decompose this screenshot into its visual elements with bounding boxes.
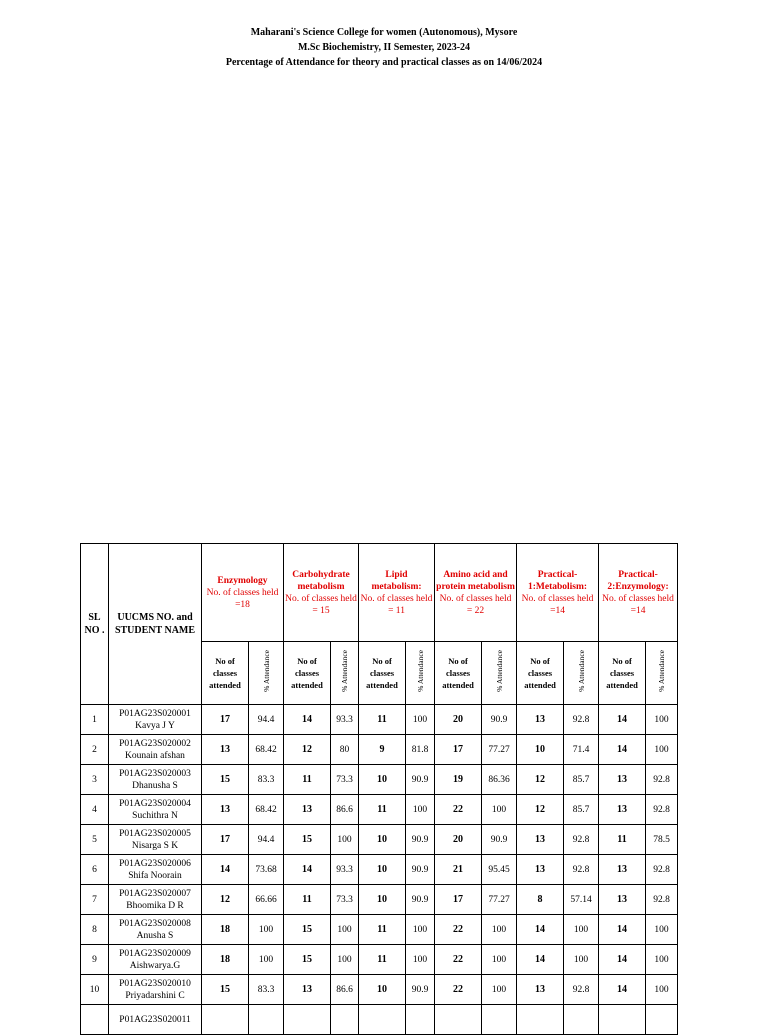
subject-title: Practical-1:Metabolism:: [527, 569, 588, 592]
classes-attended-cell: 10: [359, 975, 406, 1005]
percent-attendance-cell: 73.3: [331, 765, 359, 795]
percent-attendance-cell: 71.4: [564, 735, 599, 765]
uucms-number: P01AG23S020005: [119, 828, 191, 839]
classes-attended-cell: 15: [202, 765, 249, 795]
student-name: Bhoomika D R: [126, 900, 184, 911]
student-name: Aishwarya.G: [129, 960, 181, 971]
percent-attendance-cell: [331, 1005, 359, 1035]
classes-attended-cell: 13: [202, 735, 249, 765]
percent-attendance-cell: [482, 1005, 517, 1035]
table-row: [81, 795, 678, 825]
percent-attendance-cell: 100: [249, 915, 284, 945]
header-percent-attendance: [564, 642, 599, 705]
percent-attendance-cell: 92.8: [564, 975, 599, 1005]
header-subject: [284, 544, 359, 642]
subject-classes-held: No. of classes held = 15: [285, 593, 357, 616]
classes-attended-cell: 19: [435, 765, 482, 795]
classes-attended-cell: 15: [202, 975, 249, 1005]
uucms-number: P01AG23S020010: [119, 978, 191, 989]
sl-no-cell: 9: [81, 945, 109, 975]
classes-attended-cell: 9: [359, 735, 406, 765]
header-subject: [202, 544, 284, 642]
header-student-name: UUCMS NO. and STUDENT NAME: [109, 544, 202, 705]
classes-attended-cell: 22: [435, 975, 482, 1005]
sl-no-cell: 2: [81, 735, 109, 765]
header-percent-attendance: [406, 642, 435, 705]
student-cell: [109, 705, 202, 735]
classes-attended-cell: 13: [517, 855, 564, 885]
subject-title: Lipid metabolism:: [371, 569, 422, 592]
percent-attendance-cell: 100: [249, 945, 284, 975]
classes-attended-cell: [284, 1005, 331, 1035]
percent-attendance-cell: 92.8: [646, 885, 678, 915]
percent-attendance-cell: 83.3: [249, 765, 284, 795]
student-cell: [109, 945, 202, 975]
percent-attendance-cell: 90.9: [406, 975, 435, 1005]
header-percent-label: % Attendance: [494, 650, 504, 693]
percent-attendance-cell: 100: [482, 975, 517, 1005]
student-name: Anusha S: [136, 930, 174, 941]
table-row: [81, 735, 678, 765]
course-title: M.Sc Biochemistry, II Semester, 2023-24: [297, 42, 471, 53]
uucms-number: P01AG23S020009: [119, 948, 191, 959]
classes-attended-cell: [359, 1005, 406, 1035]
header-percent-label: % Attendance: [657, 650, 667, 693]
classes-attended-cell: 22: [435, 945, 482, 975]
uucms-number: P01AG23S020003: [119, 768, 191, 779]
classes-attended-cell: 12: [517, 795, 564, 825]
percent-attendance-cell: 92.8: [646, 765, 678, 795]
report-title: Percentage of Attendance for theory and practical classes as on 14/06/2024: [225, 57, 543, 68]
percent-attendance-cell: 92.8: [564, 825, 599, 855]
student-name: Kavya J Y: [135, 720, 175, 731]
subject-title: Carbohydrate metabolism: [292, 569, 350, 592]
percent-attendance-cell: 100: [564, 945, 599, 975]
subject-classes-held: No. of classes held = 22: [439, 593, 512, 616]
header-percent-label: % Attendance: [576, 650, 586, 693]
classes-attended-cell: 14: [284, 855, 331, 885]
percent-attendance-cell: 100: [646, 975, 678, 1005]
classes-attended-cell: 11: [359, 915, 406, 945]
classes-attended-cell: 14: [517, 915, 564, 945]
table-row: [81, 915, 678, 945]
header-percent-attendance: [482, 642, 517, 705]
table-row: [81, 765, 678, 795]
percent-attendance-cell: 66.66: [249, 885, 284, 915]
student-cell: [109, 825, 202, 855]
classes-attended-cell: 15: [284, 915, 331, 945]
classes-attended-cell: 11: [359, 945, 406, 975]
classes-attended-cell: [517, 1005, 564, 1035]
header-percent-attendance: [331, 642, 359, 705]
table-row: [81, 1005, 678, 1035]
table-row: [81, 885, 678, 915]
percent-attendance-cell: 95.45: [482, 855, 517, 885]
header-subject: [435, 544, 517, 642]
classes-attended-cell: 20: [435, 705, 482, 735]
percent-attendance-cell: 90.9: [482, 825, 517, 855]
percent-attendance-cell: 100: [646, 915, 678, 945]
classes-attended-cell: 13: [599, 855, 646, 885]
classes-attended-cell: 14: [599, 945, 646, 975]
sl-no-cell: 3: [81, 765, 109, 795]
student-name: Dhanusha S: [132, 780, 178, 791]
classes-attended-cell: 11: [284, 885, 331, 915]
classes-attended-cell: 10: [517, 735, 564, 765]
sl-no-cell: 1: [81, 705, 109, 735]
percent-attendance-cell: [249, 1005, 284, 1035]
percent-attendance-cell: 92.8: [646, 855, 678, 885]
header-percent-label: % Attendance: [261, 650, 271, 693]
student-name: Shifa Noorain: [128, 870, 182, 881]
uucms-number: P01AG23S020008: [119, 918, 191, 929]
student-cell: [109, 885, 202, 915]
header-percent-label: % Attendance: [415, 650, 425, 693]
percent-attendance-cell: 100: [482, 915, 517, 945]
percent-attendance-cell: 100: [331, 915, 359, 945]
student-cell: [109, 795, 202, 825]
classes-attended-cell: 14: [202, 855, 249, 885]
classes-attended-cell: [435, 1005, 482, 1035]
subject-title: Amino acid and protein metabolism: [436, 569, 515, 592]
header-classes-attended: No of classes attended: [359, 642, 406, 705]
percent-attendance-cell: 86.6: [331, 795, 359, 825]
classes-attended-cell: 10: [359, 825, 406, 855]
subject-classes-held: No. of classes held =14: [602, 593, 674, 616]
header-subject: [599, 544, 678, 642]
header-classes-attended: No of classes attended: [517, 642, 564, 705]
percent-attendance-cell: 90.9: [406, 855, 435, 885]
percent-attendance-cell: 92.8: [564, 855, 599, 885]
percent-attendance-cell: 86.36: [482, 765, 517, 795]
header-classes-attended: No of classes attended: [202, 642, 249, 705]
percent-attendance-cell: 90.9: [406, 765, 435, 795]
classes-attended-cell: 15: [284, 825, 331, 855]
header-sl-no: SL NO .: [81, 544, 109, 705]
header-classes-attended: No of classes attended: [599, 642, 646, 705]
classes-attended-cell: 20: [435, 825, 482, 855]
percent-attendance-cell: 100: [406, 705, 435, 735]
document-heading: [0, 25, 768, 70]
percent-attendance-cell: 100: [331, 825, 359, 855]
percent-attendance-cell: 73.3: [331, 885, 359, 915]
percent-attendance-cell: 90.9: [482, 705, 517, 735]
table-row: [81, 855, 678, 885]
classes-attended-cell: 13: [599, 795, 646, 825]
sl-no-cell: 5: [81, 825, 109, 855]
classes-attended-cell: 14: [284, 705, 331, 735]
classes-attended-cell: 13: [517, 825, 564, 855]
student-name: Kounain afshan: [125, 750, 185, 761]
uucms-number: P01AG23S020006: [119, 858, 191, 869]
percent-attendance-cell: 100: [646, 945, 678, 975]
uucms-number: P01AG23S020004: [119, 798, 191, 809]
percent-attendance-cell: 78.5: [646, 825, 678, 855]
sl-no-cell: 10: [81, 975, 109, 1005]
uucms-number: P01AG23S020007: [119, 888, 191, 899]
classes-attended-cell: 11: [284, 765, 331, 795]
classes-attended-cell: 18: [202, 915, 249, 945]
classes-attended-cell: 13: [517, 705, 564, 735]
percent-attendance-cell: 92.8: [646, 795, 678, 825]
table-row: [81, 975, 678, 1005]
percent-attendance-cell: 68.42: [249, 735, 284, 765]
classes-attended-cell: 14: [517, 945, 564, 975]
classes-attended-cell: 13: [599, 765, 646, 795]
percent-attendance-cell: [646, 1005, 678, 1035]
percent-attendance-cell: 85.7: [564, 765, 599, 795]
percent-attendance-cell: 100: [331, 945, 359, 975]
student-name: Priyadarshini C: [125, 990, 185, 1001]
percent-attendance-cell: [406, 1005, 435, 1035]
percent-attendance-cell: 86.6: [331, 975, 359, 1005]
classes-attended-cell: 17: [435, 885, 482, 915]
percent-attendance-cell: 90.9: [406, 825, 435, 855]
classes-attended-cell: [202, 1005, 249, 1035]
student-cell: [109, 1005, 202, 1035]
student-cell: [109, 855, 202, 885]
student-name: Nisarga S K: [131, 840, 179, 851]
subject-title: Enzymology: [217, 575, 268, 586]
table-row: [81, 825, 678, 855]
percent-attendance-cell: 100: [482, 795, 517, 825]
classes-attended-cell: 10: [359, 855, 406, 885]
percent-attendance-cell: 57.14: [564, 885, 599, 915]
classes-attended-cell: 22: [435, 915, 482, 945]
classes-attended-cell: 8: [517, 885, 564, 915]
percent-attendance-cell: 100: [406, 795, 435, 825]
percent-attendance-cell: 77.27: [482, 885, 517, 915]
percent-attendance-cell: 90.9: [406, 885, 435, 915]
classes-attended-cell: 14: [599, 975, 646, 1005]
classes-attended-cell: 12: [202, 885, 249, 915]
percent-attendance-cell: 100: [646, 735, 678, 765]
percent-attendance-cell: 100: [406, 945, 435, 975]
student-cell: [109, 735, 202, 765]
classes-attended-cell: 17: [202, 825, 249, 855]
percent-attendance-cell: 93.3: [331, 705, 359, 735]
percent-attendance-cell: 100: [406, 915, 435, 945]
classes-attended-cell: 13: [517, 975, 564, 1005]
sl-no-cell: 4: [81, 795, 109, 825]
classes-attended-cell: 11: [599, 825, 646, 855]
percent-attendance-cell: 94.4: [249, 825, 284, 855]
classes-attended-cell: 12: [284, 735, 331, 765]
percent-attendance-cell: 68.42: [249, 795, 284, 825]
uucms-number: P01AG23S020001: [119, 708, 191, 719]
classes-attended-cell: 11: [359, 795, 406, 825]
sl-no-cell: 6: [81, 855, 109, 885]
header-classes-attended: No of classes attended: [435, 642, 482, 705]
header-percent-attendance: [249, 642, 284, 705]
student-cell: [109, 765, 202, 795]
classes-attended-cell: [599, 1005, 646, 1035]
percent-attendance-cell: 93.3: [331, 855, 359, 885]
classes-attended-cell: 13: [599, 885, 646, 915]
classes-attended-cell: 14: [599, 915, 646, 945]
subject-title: Practical-2:Enzymology:: [607, 569, 669, 592]
uucms-number: P01AG23S020011: [119, 1014, 191, 1025]
percent-attendance-cell: 83.3: [249, 975, 284, 1005]
header-subject: [359, 544, 435, 642]
sl-no-cell: [81, 1005, 109, 1035]
header-subject: [517, 544, 599, 642]
classes-attended-cell: 13: [284, 975, 331, 1005]
uucms-number: P01AG23S020002: [119, 738, 191, 749]
percent-attendance-cell: 85.7: [564, 795, 599, 825]
percent-attendance-cell: [564, 1005, 599, 1035]
table-row: [81, 945, 678, 975]
sl-no-cell: 8: [81, 915, 109, 945]
classes-attended-cell: 12: [517, 765, 564, 795]
header-percent-label: % Attendance: [340, 650, 349, 693]
classes-attended-cell: 11: [359, 705, 406, 735]
subject-classes-held: No. of classes held =18: [206, 587, 279, 610]
classes-attended-cell: 13: [284, 795, 331, 825]
subject-classes-held: No. of classes held =14: [521, 593, 594, 616]
percent-attendance-cell: 81.8: [406, 735, 435, 765]
classes-attended-cell: 18: [202, 945, 249, 975]
classes-attended-cell: 17: [202, 705, 249, 735]
student-name: Suchithra N: [132, 810, 178, 821]
classes-attended-cell: 15: [284, 945, 331, 975]
classes-attended-cell: 13: [202, 795, 249, 825]
classes-attended-cell: 14: [599, 705, 646, 735]
percent-attendance-cell: 100: [646, 705, 678, 735]
header-classes-attended: No of classes attended: [284, 642, 331, 705]
percent-attendance-cell: 92.8: [564, 705, 599, 735]
classes-attended-cell: 10: [359, 765, 406, 795]
percent-attendance-cell: 77.27: [482, 735, 517, 765]
student-cell: [109, 975, 202, 1005]
classes-attended-cell: 17: [435, 735, 482, 765]
sl-no-cell: 7: [81, 885, 109, 915]
table-row: [81, 705, 678, 735]
college-title: Maharani's Science College for women (Autonomous), Mysore: [250, 27, 518, 38]
percent-attendance-cell: 100: [564, 915, 599, 945]
percent-attendance-cell: 80: [331, 735, 359, 765]
percent-attendance-cell: 73.68: [249, 855, 284, 885]
classes-attended-cell: 21: [435, 855, 482, 885]
percent-attendance-cell: 94.4: [249, 705, 284, 735]
percent-attendance-cell: 100: [482, 945, 517, 975]
attendance-table: [80, 543, 678, 1035]
classes-attended-cell: 14: [599, 735, 646, 765]
student-cell: [109, 915, 202, 945]
header-percent-attendance: [646, 642, 678, 705]
classes-attended-cell: 22: [435, 795, 482, 825]
classes-attended-cell: 10: [359, 885, 406, 915]
subject-classes-held: No. of classes held = 11: [360, 593, 433, 616]
